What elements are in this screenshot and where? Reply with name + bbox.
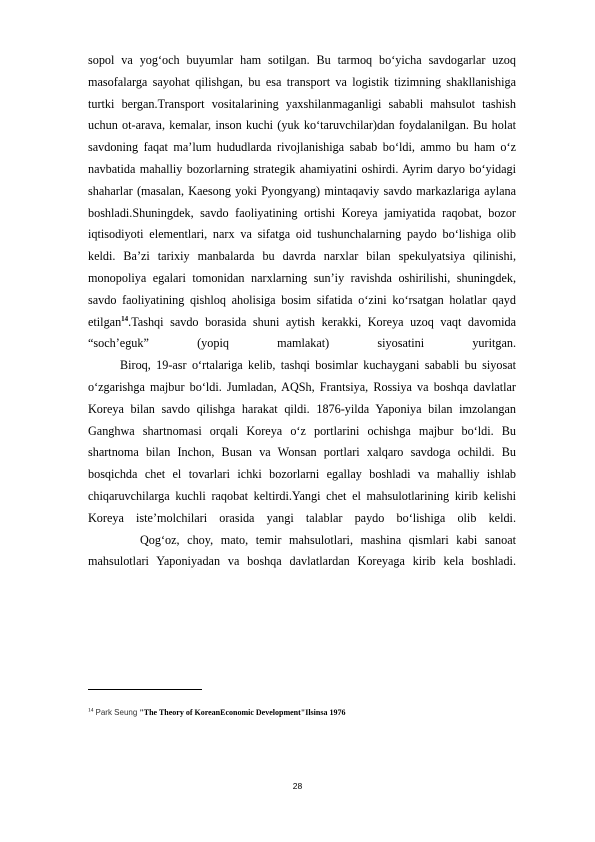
paragraph-2: Biroq, 19-asr o‘rtalariga kelib, tashqi bosimlar kuchaygani sababli bu siyosat o‘zgarishga majbur bo‘ldi. Jumladan, AQSh, Frantsiya, Rossiya va boshqa davlatlar Koreya bilan savdo qilishga harakat qildi. 1876-yilda Yaponiya bilan imzolangan Ganghwa shartnomasi orqali Koreya o‘z portlarini ochishga majbur bo‘ldi. Bu shartnoma bilan Inchon, Busan va Wonsan portlari xalqaro savdoga ochildi. Bu bosqichda chet el tovarlari ichki bozorlarni egallay boshladi va mahalliy ishlab chiqaruvchilarga kuchli raqobat keltirdi.Yangi chet el mahsulotlarining kirib kelishi Koreya iste’molchilari orasida yangi talablar paydo bo‘lishiga olib keldi.: [88, 358, 516, 525]
footnote-mark: 14: [88, 707, 94, 714]
footnote-author: Park Seung: [95, 708, 138, 717]
paragraph-1-text-continued: .Tashqi savdo borasida shuni aytish kerakki, Koreya uzoq vaqt davomida “soch’eguk” (yopiq mamlakat) siyosatini yuritgan.: [88, 314, 516, 351]
footnote-reference[interactable]: 14: [121, 314, 129, 323]
paragraph-1: [88, 50, 516, 355]
footnote: [88, 708, 345, 718]
page-body: [88, 50, 516, 573]
footnote-separator: [88, 689, 202, 690]
paragraph-3: Qog‘oz, choy, mato, temir mahsulotlari, mashina qismlari kabi sanoat mahsulotlari Yaponiyadan va boshqa davlatlardan Koreyaga kirib kela boshladi.: [88, 532, 516, 569]
page-number: 28: [292, 781, 303, 791]
footnote-title: "The Theory of KoreanEconomic Development"Ilsinsa 1976: [139, 708, 346, 717]
paragraph-1-text: sopol va yog‘och buyumlar ham sotilgan. Bu tarmoq bo‘yicha savdogarlar uzoq masofalarga sayohat qilishgan, bu esa transport va logistik tizimning shakllanishiga turtki bergan.Transport vositalarining yaxshilanmaganligi sababli mahsulot tashish uchun ot-arava, kemalar, inson kuchi (yuk ko‘taruvchilar)dan foydalanilgan. Bu holat savdoning faqat ma’lum hududlarda rivojlanishiga sabab bo‘ldi, ammo bu ham o‘z navbatida mahalliy bozorlarning strategik ahamiyatini oshirdi. Ayrim daryo bo‘yidagi shaharlar (masalan, Kaesong yoki Pyongyang) mintaqaviy savdo markazlariga aylana boshladi.Shuningdek, savdo faoliyatining ortishi Koreya jamiyatida raqobat, bozor iqtisodiyoti elementlari, narx va sifatga oid tushunchalarning paydo bo‘lishiga olib keldi. Ba’zi tarixiy manbalarda bu davrda narxlar bilan spekulyatsiya qilinishi, monopoliya egalari tomonidan narxlarning sun’iy ravishda oshirilishi, shuningdek, savdo faoliyatining qishloq aholisiga bosim sifatida o‘zini ko‘rsatgan holatlar qayd etilgan: [88, 53, 516, 329]
